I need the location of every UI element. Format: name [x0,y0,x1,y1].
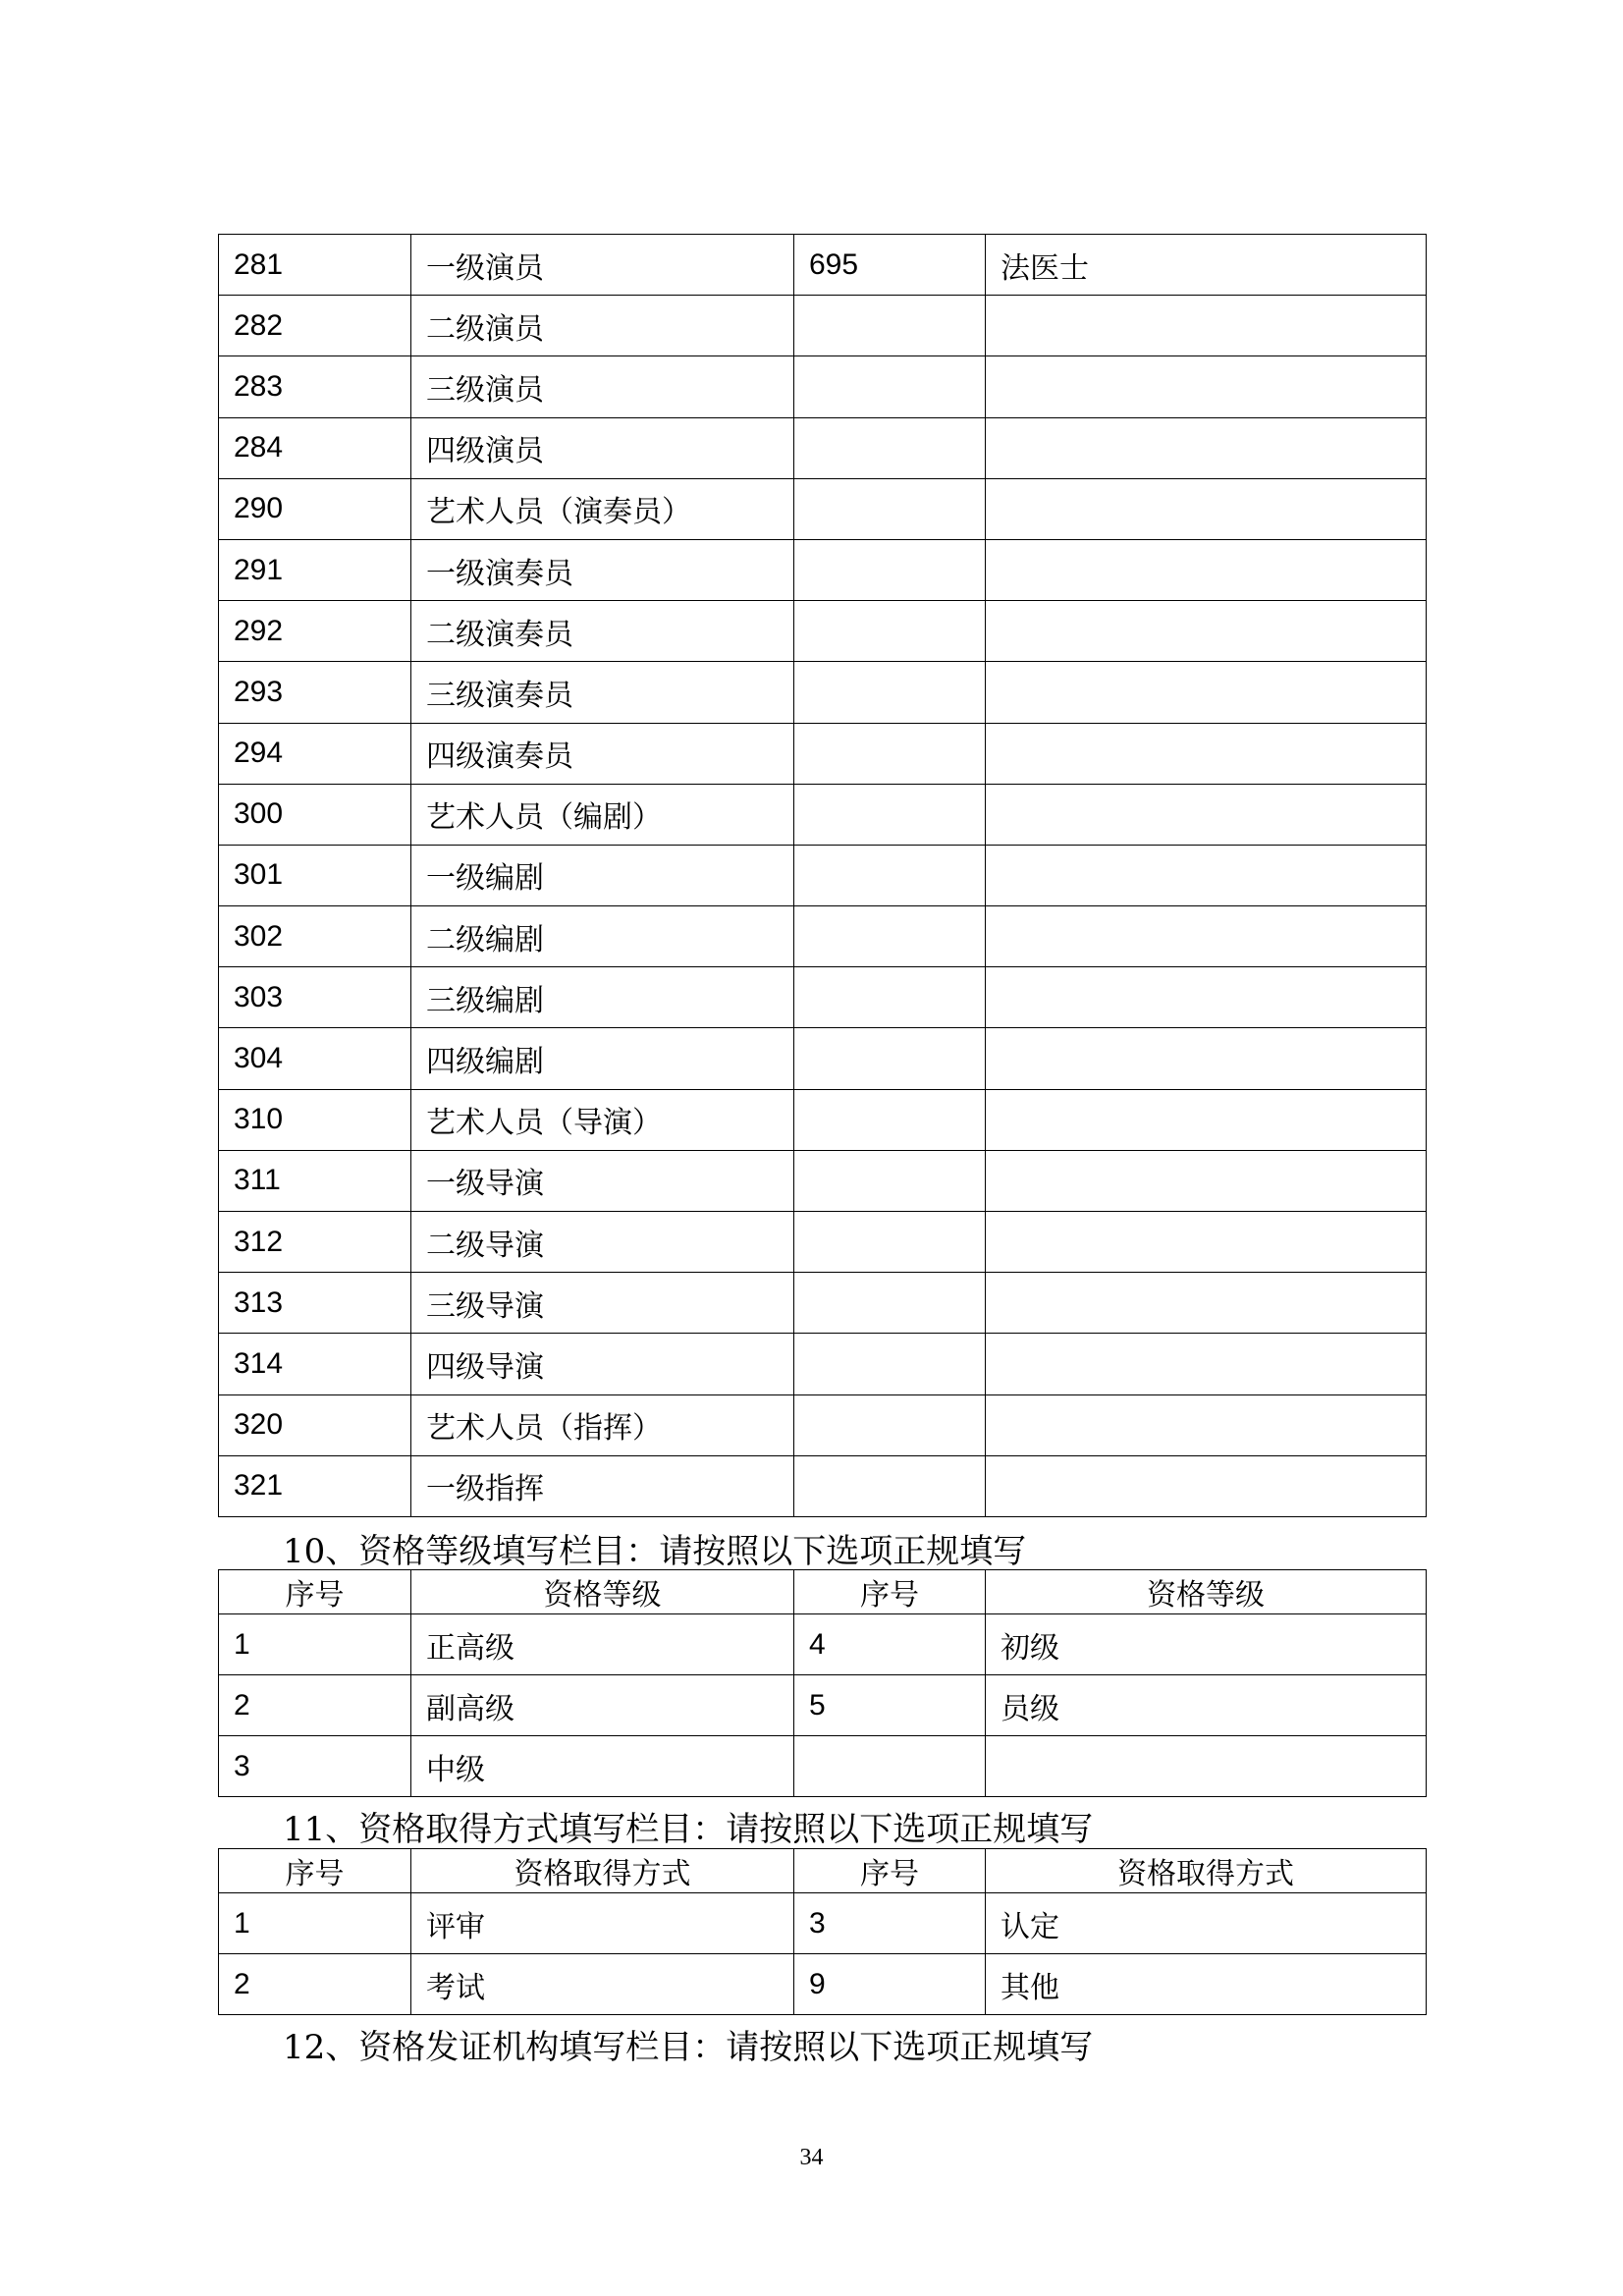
code-cell: 1 [219,1893,411,1954]
name-cell: 正高级 [411,1614,794,1675]
name-cell: 评审 [411,1893,794,1954]
code-cell: 300 [219,784,411,845]
table-row [219,906,1427,967]
name-cell [986,356,1427,417]
code-cell [794,845,986,905]
table-row [219,662,1427,723]
code-cell [794,1273,986,1334]
name-cell: 艺术人员（导演） [411,1089,794,1150]
name-cell: 三级演员 [411,356,794,417]
table-row [219,845,1427,905]
code-cell: 321 [219,1455,411,1516]
name-cell: 艺术人员（演奏员） [411,478,794,539]
code-cell: 3 [794,1893,986,1954]
code-cell: 1 [219,1614,411,1675]
code-cell: 695 [794,235,986,296]
code-cell: 9 [794,1954,986,2015]
table-row [219,1675,1427,1736]
name-cell: 中级 [411,1736,794,1797]
header-cell: 序号 [219,1570,411,1614]
code-cell [794,967,986,1028]
code-cell [794,356,986,417]
table-row [219,1614,1427,1675]
table-row [219,784,1427,845]
name-cell: 考试 [411,1954,794,2015]
name-cell: 员级 [986,1675,1427,1736]
header-cell: 资格取得方式 [986,1849,1427,1893]
name-cell: 四级演奏员 [411,723,794,784]
code-cell: 281 [219,235,411,296]
name-cell [986,478,1427,539]
code-cell: 294 [219,723,411,784]
title-code-table [218,234,1427,1517]
code-cell [794,1736,986,1797]
code-cell: 314 [219,1334,411,1394]
name-cell: 二级演奏员 [411,601,794,662]
acquisition-method-table-body [219,1893,1427,2015]
name-cell: 三级编剧 [411,967,794,1028]
name-cell: 四级导演 [411,1334,794,1394]
code-cell: 304 [219,1028,411,1089]
name-cell [986,723,1427,784]
name-cell [986,784,1427,845]
section-10-heading: 10、资格等级填写栏目：请按照以下选项正规填写 [283,1532,1027,1571]
qualification-grade-table-body [219,1614,1427,1797]
table-row [219,1089,1427,1150]
code-cell: 313 [219,1273,411,1334]
code-cell [794,1212,986,1273]
name-cell: 副高级 [411,1675,794,1736]
name-cell [986,1212,1427,1273]
code-cell [794,601,986,662]
name-cell: 四级演员 [411,417,794,478]
code-cell: 293 [219,662,411,723]
name-cell [986,1455,1427,1516]
code-cell [794,723,986,784]
header-cell: 序号 [794,1849,986,1893]
name-cell [986,296,1427,356]
name-cell [986,1394,1427,1455]
name-cell: 认定 [986,1893,1427,1954]
table-row [219,1736,1427,1797]
name-cell: 四级编剧 [411,1028,794,1089]
name-cell: 三级导演 [411,1273,794,1334]
name-cell: 二级编剧 [411,906,794,967]
title-code-table-body [219,235,1427,1517]
code-cell: 302 [219,906,411,967]
code-cell [794,1150,986,1211]
code-cell: 283 [219,356,411,417]
name-cell [986,1334,1427,1394]
table-row [219,1150,1427,1211]
code-cell: 4 [794,1614,986,1675]
header-cell: 资格等级 [411,1570,794,1614]
name-cell: 一级导演 [411,1150,794,1211]
code-cell: 310 [219,1089,411,1150]
name-cell: 一级演员 [411,235,794,296]
code-cell: 301 [219,845,411,905]
table-header-row [219,1849,1427,1893]
name-cell: 二级导演 [411,1212,794,1273]
table-row [219,478,1427,539]
table-row [219,539,1427,600]
code-cell: 5 [794,1675,986,1736]
name-cell [986,1736,1427,1797]
code-cell [794,417,986,478]
table-row [219,723,1427,784]
qualification-grade-table [218,1569,1427,1797]
name-cell [986,1150,1427,1211]
section-12-heading: 12、资格发证机构填写栏目：请按照以下选项正规填写 [283,2028,1094,2067]
name-cell: 艺术人员（编剧） [411,784,794,845]
code-cell: 284 [219,417,411,478]
table-row [219,601,1427,662]
code-cell [794,1334,986,1394]
code-cell: 291 [219,539,411,600]
table-row [219,235,1427,296]
name-cell [986,539,1427,600]
name-cell [986,1028,1427,1089]
table-row [219,1394,1427,1455]
name-cell: 一级编剧 [411,845,794,905]
code-cell [794,539,986,600]
code-cell [794,1028,986,1089]
table-row [219,417,1427,478]
code-cell [794,906,986,967]
code-cell: 2 [219,1954,411,2015]
name-cell [986,1273,1427,1334]
table-row [219,1212,1427,1273]
code-cell: 3 [219,1736,411,1797]
name-cell [986,417,1427,478]
name-cell: 艺术人员（指挥） [411,1394,794,1455]
name-cell [986,662,1427,723]
table-row [219,967,1427,1028]
code-cell: 292 [219,601,411,662]
code-cell: 282 [219,296,411,356]
code-cell: 320 [219,1394,411,1455]
name-cell [986,601,1427,662]
table-row [219,1028,1427,1089]
acquisition-method-table [218,1848,1427,2015]
code-cell [794,662,986,723]
code-cell [794,296,986,356]
name-cell [986,967,1427,1028]
header-cell: 序号 [219,1849,411,1893]
code-cell: 311 [219,1150,411,1211]
table-row [219,1334,1427,1394]
code-cell [794,1455,986,1516]
name-cell: 法医士 [986,235,1427,296]
name-cell [986,1089,1427,1150]
table-row [219,1954,1427,2015]
table-header-row [219,1570,1427,1614]
code-cell [794,784,986,845]
name-cell: 其他 [986,1954,1427,2015]
code-cell: 2 [219,1675,411,1736]
code-cell: 312 [219,1212,411,1273]
name-cell: 一级演奏员 [411,539,794,600]
page-number: 34 [799,2145,824,2170]
table-row [219,1273,1427,1334]
name-cell: 一级指挥 [411,1455,794,1516]
table-row [219,296,1427,356]
table-row [219,356,1427,417]
header-cell: 序号 [794,1570,986,1614]
table-row [219,1893,1427,1954]
code-cell [794,478,986,539]
name-cell [986,845,1427,905]
header-cell: 资格等级 [986,1570,1427,1614]
name-cell [986,906,1427,967]
name-cell: 二级演员 [411,296,794,356]
code-cell [794,1394,986,1455]
code-cell [794,1089,986,1150]
code-cell: 290 [219,478,411,539]
name-cell: 初级 [986,1614,1427,1675]
code-cell: 303 [219,967,411,1028]
table-row [219,1455,1427,1516]
name-cell: 三级演奏员 [411,662,794,723]
header-cell: 资格取得方式 [411,1849,794,1893]
section-11-heading: 11、资格取得方式填写栏目：请按照以下选项正规填写 [283,1810,1094,1849]
